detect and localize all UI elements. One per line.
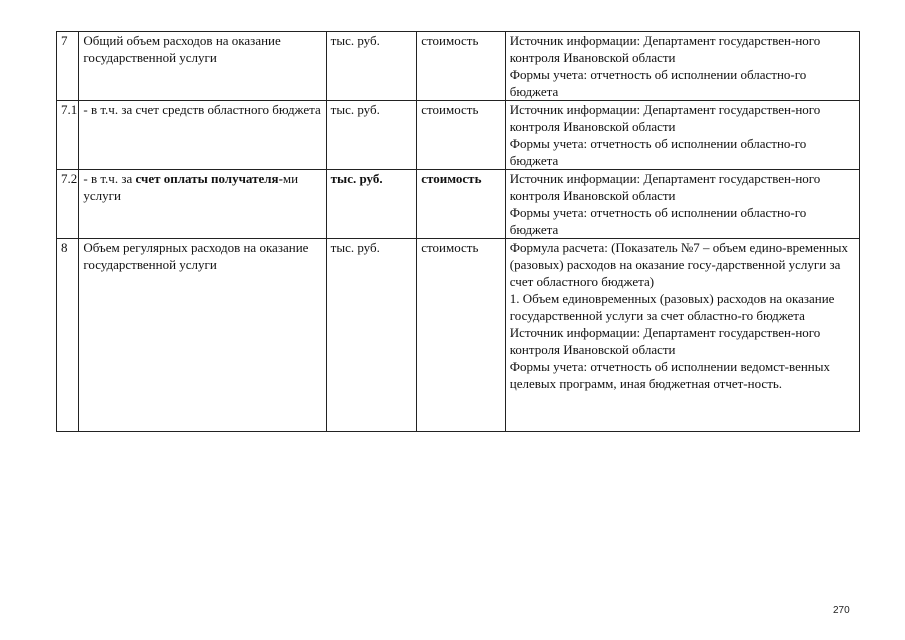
name-suffix: ми услуги — [83, 171, 299, 203]
row-number: 8 — [57, 239, 79, 432]
table-row — [57, 32, 860, 101]
unit-cell: тыс. руб. — [326, 32, 417, 101]
source-cell — [505, 32, 859, 101]
name-prefix: - в т.ч. за — [83, 171, 136, 186]
indicator-name: Объем регулярных расходов на оказание государственной услуги — [79, 239, 326, 432]
source-paragraph: Источник информации: Департамент государствен-ного контроля Ивановской области — [509, 33, 821, 65]
source-paragraph: Формы учета: отчетность об исполнении областно-го бюджета — [509, 67, 807, 99]
source-paragraph: Источник информации: Департамент государствен-ного контроля Ивановской области — [509, 171, 821, 203]
indicator-type: стоимость — [417, 101, 506, 170]
indicator-name — [79, 170, 326, 239]
source-paragraph: Источник информации: Департамент государствен-ного контроля Ивановской области — [509, 325, 821, 357]
source-paragraph: Источник информации: Департамент государствен-ного контроля Ивановской области — [509, 102, 821, 134]
indicator-type: стоимость — [417, 170, 506, 239]
indicator-table — [56, 31, 860, 432]
row-number: 7 — [57, 32, 79, 101]
indicator-name: Общий объем расходов на оказание государственной услуги — [79, 32, 326, 101]
indicator-type: стоимость — [417, 239, 506, 432]
source-paragraph: Формы учета: отчетность об исполнении областно-го бюджета — [509, 136, 807, 168]
unit-cell: тыс. руб. — [326, 101, 417, 170]
source-paragraph: Формула расчета: (Показатель №7 – объем едино-временных (разовых) расходов на оказание госу-дарственной услуги за счет областного бюджета) — [509, 240, 849, 289]
indicator-name: - в т.ч. за счет средств областного бюджета — [79, 101, 326, 170]
table-row — [57, 101, 860, 170]
table-row — [57, 239, 860, 432]
source-cell — [505, 101, 859, 170]
source-paragraph: 1. Объем единовременных (разовых) расходов на оказание государственной услуги за счет областно-го бюджета — [509, 291, 835, 323]
source-paragraph: Формы учета: отчетность об исполнении областно-го бюджета — [509, 205, 807, 237]
table-row — [57, 170, 860, 239]
source-cell — [505, 239, 859, 432]
source-cell — [505, 170, 859, 239]
unit-cell: тыс. руб. — [326, 239, 417, 432]
row-number: 7.2 — [57, 170, 79, 239]
source-paragraph: Формы учета: отчетность об исполнении ведомст-венных целевых программ, иная бюджетная отчет-ность. — [509, 359, 830, 391]
row-number: 7.1 — [57, 101, 79, 170]
unit-cell: тыс. руб. — [326, 170, 417, 239]
name-bold: счет оплаты получателя- — [135, 171, 283, 186]
page-number: 270 — [833, 605, 850, 616]
indicator-type: стоимость — [417, 32, 506, 101]
